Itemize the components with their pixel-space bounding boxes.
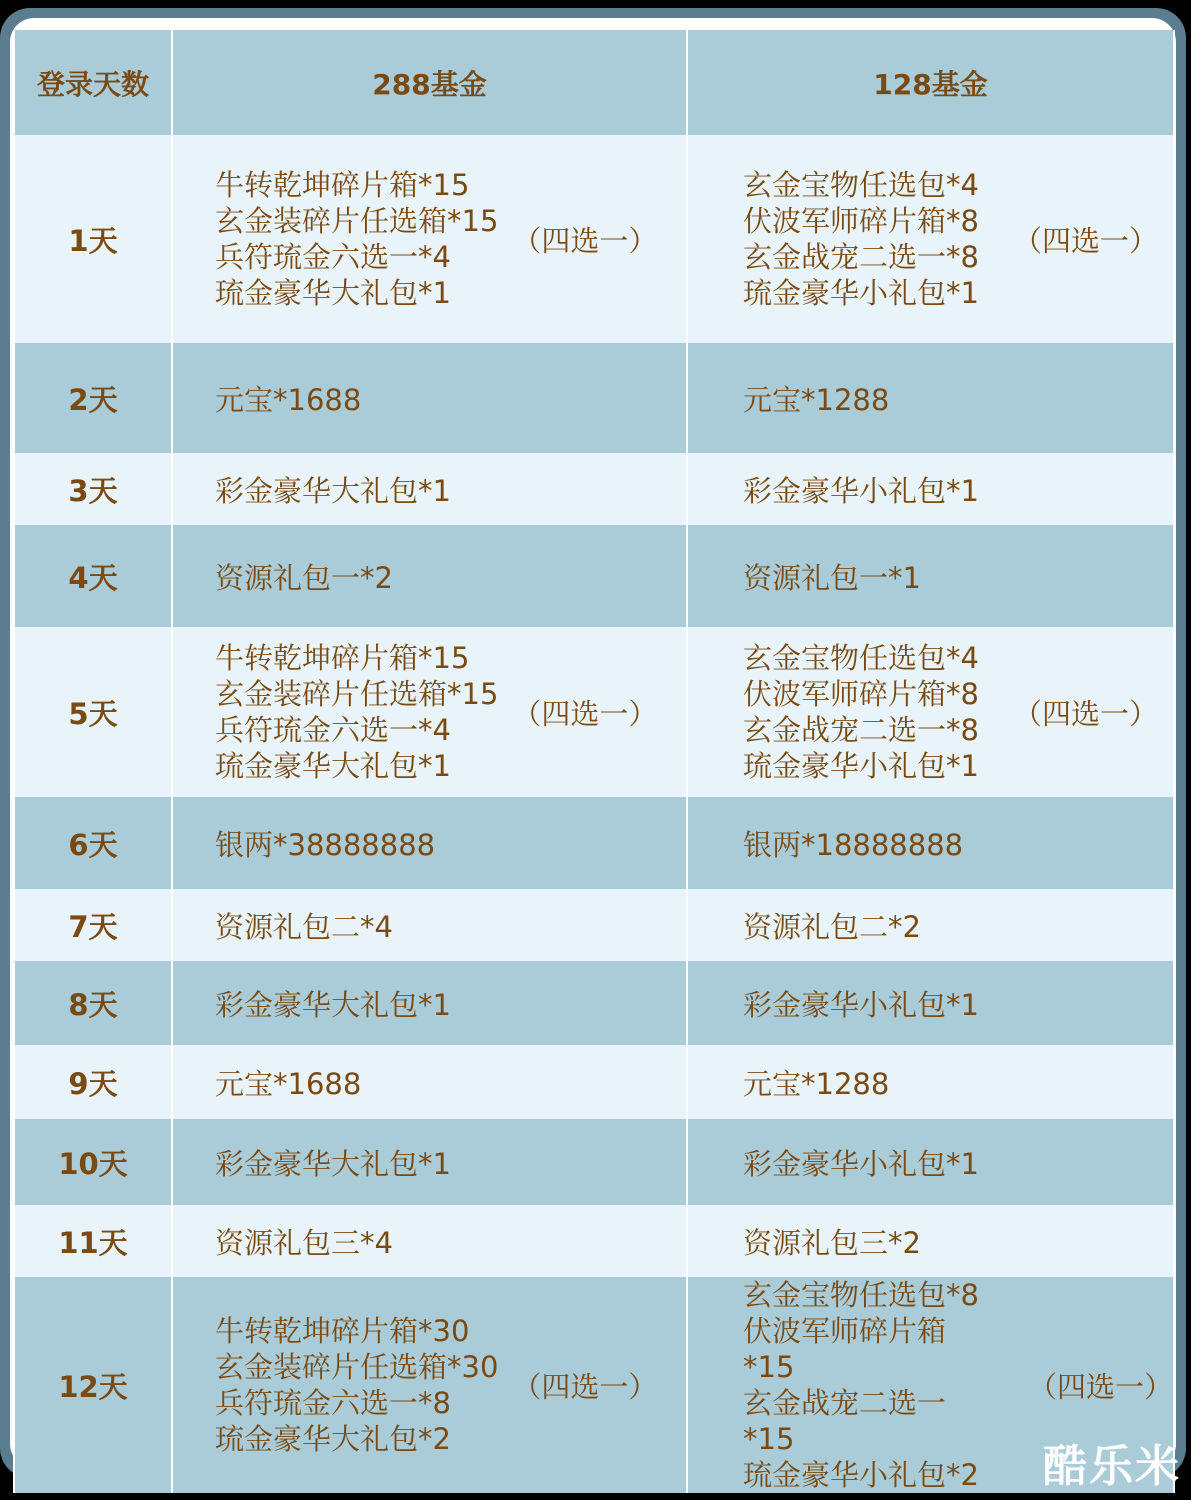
table-row — [14, 343, 1174, 453]
day-cell: 12天 — [14, 1277, 172, 1493]
reward-cell-288 — [172, 889, 687, 961]
table-sheet — [10, 18, 1176, 1492]
reward-item: 兵符琉金六选一*4 — [215, 240, 451, 274]
day-cell: 8天 — [14, 961, 172, 1045]
table-row — [14, 1277, 1174, 1493]
reward-cell-128 — [687, 1119, 1174, 1205]
day-cell: 3天 — [14, 453, 172, 525]
choose-one-note: （四选一） — [1027, 1369, 1173, 1404]
reward-item: 元宝*1688 — [215, 1066, 362, 1101]
choose-one-note: （四选一） — [1012, 696, 1158, 731]
reward-item: 元宝*1288 — [743, 1066, 890, 1101]
reward-item: 伏波军师碎片箱*8 — [743, 204, 979, 238]
reward-cell-288 — [172, 343, 687, 453]
reward-cell-288 — [172, 627, 687, 797]
reward-cell-288 — [172, 797, 687, 889]
reward-item: 资源礼包二*2 — [743, 909, 921, 944]
reward-item: 银两*38888888 — [215, 827, 436, 862]
table-row — [14, 1045, 1174, 1119]
header-fund-128: 128基金 — [687, 30, 1174, 135]
reward-item: 玄金宝物任选包*8 — [743, 1278, 979, 1312]
watermark-logo: 酷乐米 — [1043, 1441, 1181, 1492]
reward-item: 资源礼包一*1 — [743, 560, 921, 595]
reward-cell-128 — [687, 343, 1174, 453]
reward-item: 兵符琉金六选一*8 — [215, 1386, 451, 1420]
reward-item: 玄金装碎片任选箱*15 — [215, 677, 499, 711]
reward-item: 银两*18888888 — [743, 827, 964, 862]
table-row — [14, 135, 1174, 343]
header-fund-288: 288基金 — [172, 30, 687, 135]
reward-table — [13, 30, 1175, 1493]
reward-item: 玄金战宠二选一*8 — [743, 713, 979, 747]
table-row — [14, 961, 1174, 1045]
table-row — [14, 627, 1174, 797]
reward-item: 彩金豪华小礼包*1 — [743, 473, 979, 508]
table-row — [14, 1205, 1174, 1277]
reward-cell-128 — [687, 525, 1174, 627]
table-row — [14, 1119, 1174, 1205]
reward-cell-288 — [172, 1045, 687, 1119]
reward-item: 琉金豪华小礼包*2 — [743, 1458, 979, 1492]
reward-item: 玄金宝物任选包*4 — [743, 168, 979, 202]
reward-cell-288 — [172, 961, 687, 1045]
reward-cell-128 — [687, 1045, 1174, 1119]
choose-one-note: （四选一） — [1012, 223, 1158, 258]
reward-item: 琉金豪华大礼包*1 — [215, 276, 451, 310]
header-day: 登录天数 — [14, 30, 172, 135]
reward-item: 资源礼包三*4 — [215, 1225, 393, 1260]
reward-item: 玄金装碎片任选箱*15 — [215, 204, 499, 238]
reward-item: 玄金战宠二选一*15 — [743, 1386, 947, 1456]
reward-item: 兵符琉金六选一*4 — [215, 713, 451, 747]
table-row — [14, 453, 1174, 525]
reward-item: 元宝*1688 — [215, 382, 362, 417]
reward-item: 牛转乾坤碎片箱*15 — [215, 641, 470, 675]
reward-item: 琉金豪华小礼包*1 — [743, 276, 979, 310]
reward-item: 彩金豪华大礼包*1 — [215, 987, 451, 1022]
reward-cell-128 — [687, 135, 1174, 343]
table-row — [14, 525, 1174, 627]
reward-cell-128 — [687, 797, 1174, 889]
reward-item: 资源礼包二*4 — [215, 909, 393, 944]
reward-item: 资源礼包三*2 — [743, 1225, 921, 1260]
day-cell: 5天 — [14, 627, 172, 797]
reward-item: 彩金豪华小礼包*1 — [743, 987, 979, 1022]
header-row — [14, 30, 1174, 135]
reward-cell-288 — [172, 1277, 687, 1493]
reward-item: 元宝*1288 — [743, 382, 890, 417]
reward-cell-288 — [172, 1205, 687, 1277]
reward-item: 玄金装碎片任选箱*30 — [215, 1350, 499, 1384]
reward-item: 资源礼包一*2 — [215, 560, 393, 595]
table-row — [14, 889, 1174, 961]
reward-cell-128 — [687, 889, 1174, 961]
reward-item: 琉金豪华小礼包*1 — [743, 749, 979, 783]
day-cell: 10天 — [14, 1119, 172, 1205]
choose-one-note: （四选一） — [512, 696, 658, 731]
reward-cell-288 — [172, 1119, 687, 1205]
reward-item: 伏波军师碎片箱*8 — [743, 677, 979, 711]
reward-cell-128 — [687, 627, 1174, 797]
day-cell: 11天 — [14, 1205, 172, 1277]
reward-item: 伏波军师碎片箱*15 — [743, 1314, 947, 1384]
reward-item: 彩金豪华大礼包*1 — [215, 473, 451, 508]
reward-item: 琉金豪华大礼包*2 — [215, 1422, 451, 1456]
reward-cell-288 — [172, 525, 687, 627]
day-cell: 7天 — [14, 889, 172, 961]
reward-cell-128 — [687, 961, 1174, 1045]
reward-item: 玄金宝物任选包*4 — [743, 641, 979, 675]
choose-one-note: （四选一） — [512, 1369, 658, 1404]
reward-item: 牛转乾坤碎片箱*15 — [215, 168, 470, 202]
day-cell: 4天 — [14, 525, 172, 627]
reward-item: 琉金豪华大礼包*1 — [215, 749, 451, 783]
reward-item: 玄金战宠二选一*8 — [743, 240, 979, 274]
day-cell: 2天 — [14, 343, 172, 453]
reward-cell-128 — [687, 1205, 1174, 1277]
choose-one-note: （四选一） — [512, 223, 658, 258]
reward-cell-288 — [172, 453, 687, 525]
day-cell: 6天 — [14, 797, 172, 889]
day-cell: 1天 — [14, 135, 172, 343]
reward-item: 彩金豪华大礼包*1 — [215, 1146, 451, 1181]
table-frame — [0, 8, 1186, 1492]
table-row — [14, 797, 1174, 889]
reward-cell-288 — [172, 135, 687, 343]
day-cell: 9天 — [14, 1045, 172, 1119]
reward-cell-128 — [687, 453, 1174, 525]
reward-item: 彩金豪华小礼包*1 — [743, 1146, 979, 1181]
reward-item: 牛转乾坤碎片箱*30 — [215, 1314, 470, 1348]
